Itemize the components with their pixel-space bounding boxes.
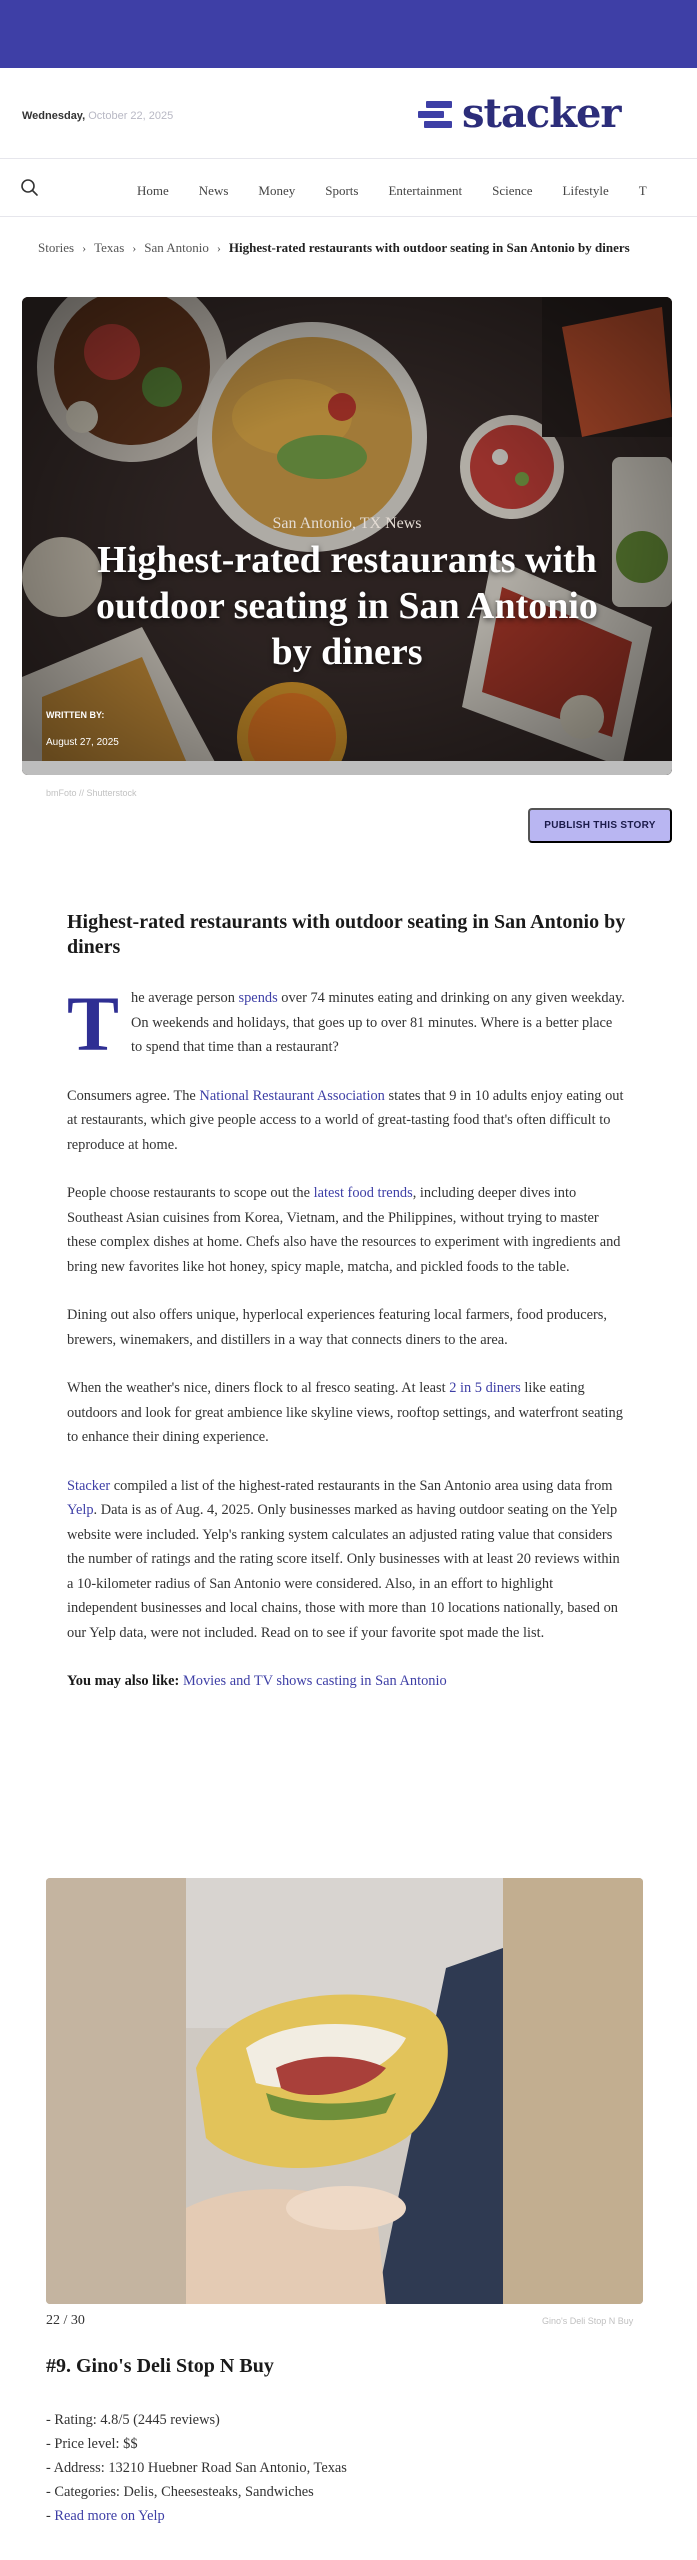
top-banner bbox=[0, 0, 697, 68]
search-icon[interactable] bbox=[20, 178, 40, 198]
detail-rating: - Rating: 4.8/5 (2445 reviews) bbox=[46, 2412, 220, 2428]
article-body bbox=[67, 910, 627, 1694]
detail-read-more: - Read more on Yelp bbox=[46, 2508, 165, 2524]
also-like-link[interactable]: Movies and TV shows casting in San Antonio bbox=[182, 1673, 447, 1689]
nav-entertainment[interactable]: Entertainment bbox=[388, 183, 463, 198]
breadcrumb-stories[interactable]: Stories bbox=[38, 240, 75, 255]
chevron-right-icon: › bbox=[216, 241, 221, 255]
nav-divider bbox=[0, 216, 697, 217]
detail-address: - Address: 13210 Huebner Road San Antonio, Texas bbox=[46, 2460, 347, 2476]
nav-news[interactable]: News bbox=[198, 183, 229, 198]
sandwich-photo-illustration bbox=[46, 1878, 643, 2304]
slide-details bbox=[46, 2408, 347, 2528]
nav-home[interactable]: Home bbox=[137, 183, 169, 198]
nav-travel[interactable]: T bbox=[638, 183, 647, 198]
main-nav bbox=[137, 183, 677, 199]
diners-stat-link[interactable]: 2 in 5 diners bbox=[449, 1380, 521, 1396]
breadcrumb bbox=[38, 236, 658, 260]
current-date bbox=[22, 110, 173, 122]
slide-counter: 22 / 30 bbox=[46, 2313, 85, 2328]
chevron-right-icon: › bbox=[132, 241, 137, 255]
slide-photo-credit: Gino's Deli Stop N Buy bbox=[542, 2316, 634, 2326]
hero-image bbox=[22, 297, 672, 775]
hero-location: San Antonio, TX News bbox=[272, 515, 422, 532]
detail-price: - Price level: $$ bbox=[46, 2436, 138, 2452]
also-like bbox=[67, 1669, 627, 1694]
article-paragraph-5: When the weather's nice, diners flock to al fresco seating. At least 2 in 5 diners like eating outdoors and look for great ambience like skyline views, rooftop settings, and waterfront seating to enhance their dining experience. bbox=[67, 1380, 623, 1445]
article-title: Highest-rated restaurants with outdoor seating in San Antonio by diners bbox=[67, 911, 626, 958]
chevron-right-icon: › bbox=[82, 241, 87, 255]
stacker-logo[interactable] bbox=[418, 90, 621, 137]
publish-story-button[interactable]: PUBLISH THIS STORY bbox=[528, 808, 672, 843]
photo-credit: bmFoto // Shutterstock bbox=[46, 788, 137, 798]
slide-title: #9. Gino's Deli Stop N Buy bbox=[46, 2355, 274, 2377]
stacker-link[interactable]: Stacker bbox=[67, 1477, 111, 1494]
slide-image bbox=[46, 1878, 643, 2304]
breadcrumb-san-antonio[interactable]: San Antonio bbox=[144, 240, 209, 255]
read-more-yelp-link[interactable]: Read more on Yelp bbox=[54, 2508, 165, 2524]
article-paragraph-4: Dining out also offers unique, hyperlocal experiences featuring local farmers, food producers, brewers, winemakers, and distillers in a way that connects diners to the area. bbox=[67, 1307, 607, 1348]
date-value: October 22, 2025 bbox=[88, 110, 174, 122]
spends-link[interactable]: spends bbox=[238, 990, 278, 1006]
breadcrumb-current: Highest-rated restaurants with outdoor seating in San Antonio by diners bbox=[228, 240, 630, 255]
article-paragraph-3: People choose restaurants to scope out the latest food trends, including deeper dives into Southeast Asian cuisines from Korea, Vietnam, and the Philippines, without trying to master these complex dishes at home. Chefs also have the resources to experiment with ingredients and bring new favorites like hot honey, spicy maple, matcha, and pickled foods to the table. bbox=[67, 1185, 621, 1275]
food-trends-link[interactable]: latest food trends bbox=[313, 1185, 413, 1201]
nav-science[interactable]: Science bbox=[492, 183, 533, 198]
article-paragraph-6: Stacker compiled a list of the highest-rated restaurants in the San Antonio area using data from Yelp. Data is as of Aug. 4, 2025. Only businesses marked as having outdoor seating on the Yelp website were included. Yelp's ranking system calculates an adjusted rating value that considers the number of ratings and the rating score itself. Only businesses with at least 20 reviews within a 10-kilometer radius of San Antonio were considered. Also, in an effort to highlight independent businesses and local chains, those with more than 10 locations nationally, based on our Yelp data, were not included. Read on to see if your favorite spot made the list. bbox=[67, 1477, 620, 1641]
also-like-label: You may also like: bbox=[67, 1673, 180, 1689]
hero-date: August 27, 2025 bbox=[46, 737, 119, 748]
hero-title: Highest-rated restaurants with outdoor seating in San Antonio by diners bbox=[96, 539, 598, 673]
day-of-week: Wednesday, bbox=[22, 110, 86, 122]
nav-sports[interactable]: Sports bbox=[325, 183, 359, 198]
article-paragraph-2: Consumers agree. The National Restaurant Association states that 9 in 10 adults enjoy eating out at restaurants, which give people access to a world of great-tasting food that's often difficult to reproduce at home. bbox=[67, 1087, 624, 1153]
article-paragraph-1: The average person spends over 74 minutes eating and drinking on any given weekday. On weekends and holidays, that goes up to over 81 minutes. Where is a better place to spend that time than a restaurant? bbox=[67, 980, 625, 1067]
nav-money[interactable]: Money bbox=[258, 183, 296, 198]
yelp-link[interactable]: Yelp bbox=[67, 1502, 94, 1518]
header-divider bbox=[0, 158, 697, 159]
food-spread-illustration bbox=[22, 297, 672, 775]
breadcrumb-texas[interactable]: Texas bbox=[94, 240, 125, 255]
drop-cap: T bbox=[67, 980, 120, 1067]
hero-byline-label: WRITTEN BY: bbox=[46, 710, 105, 720]
nav-lifestyle[interactable]: Lifestyle bbox=[562, 183, 609, 198]
nra-link[interactable]: National Restaurant Association bbox=[199, 1087, 385, 1104]
detail-categories: - Categories: Delis, Cheesesteaks, Sandwiches bbox=[46, 2484, 314, 2500]
hero-caption-strip bbox=[22, 761, 672, 775]
stacker-logo-icon bbox=[418, 97, 452, 131]
logo-text: stacker bbox=[462, 90, 621, 137]
